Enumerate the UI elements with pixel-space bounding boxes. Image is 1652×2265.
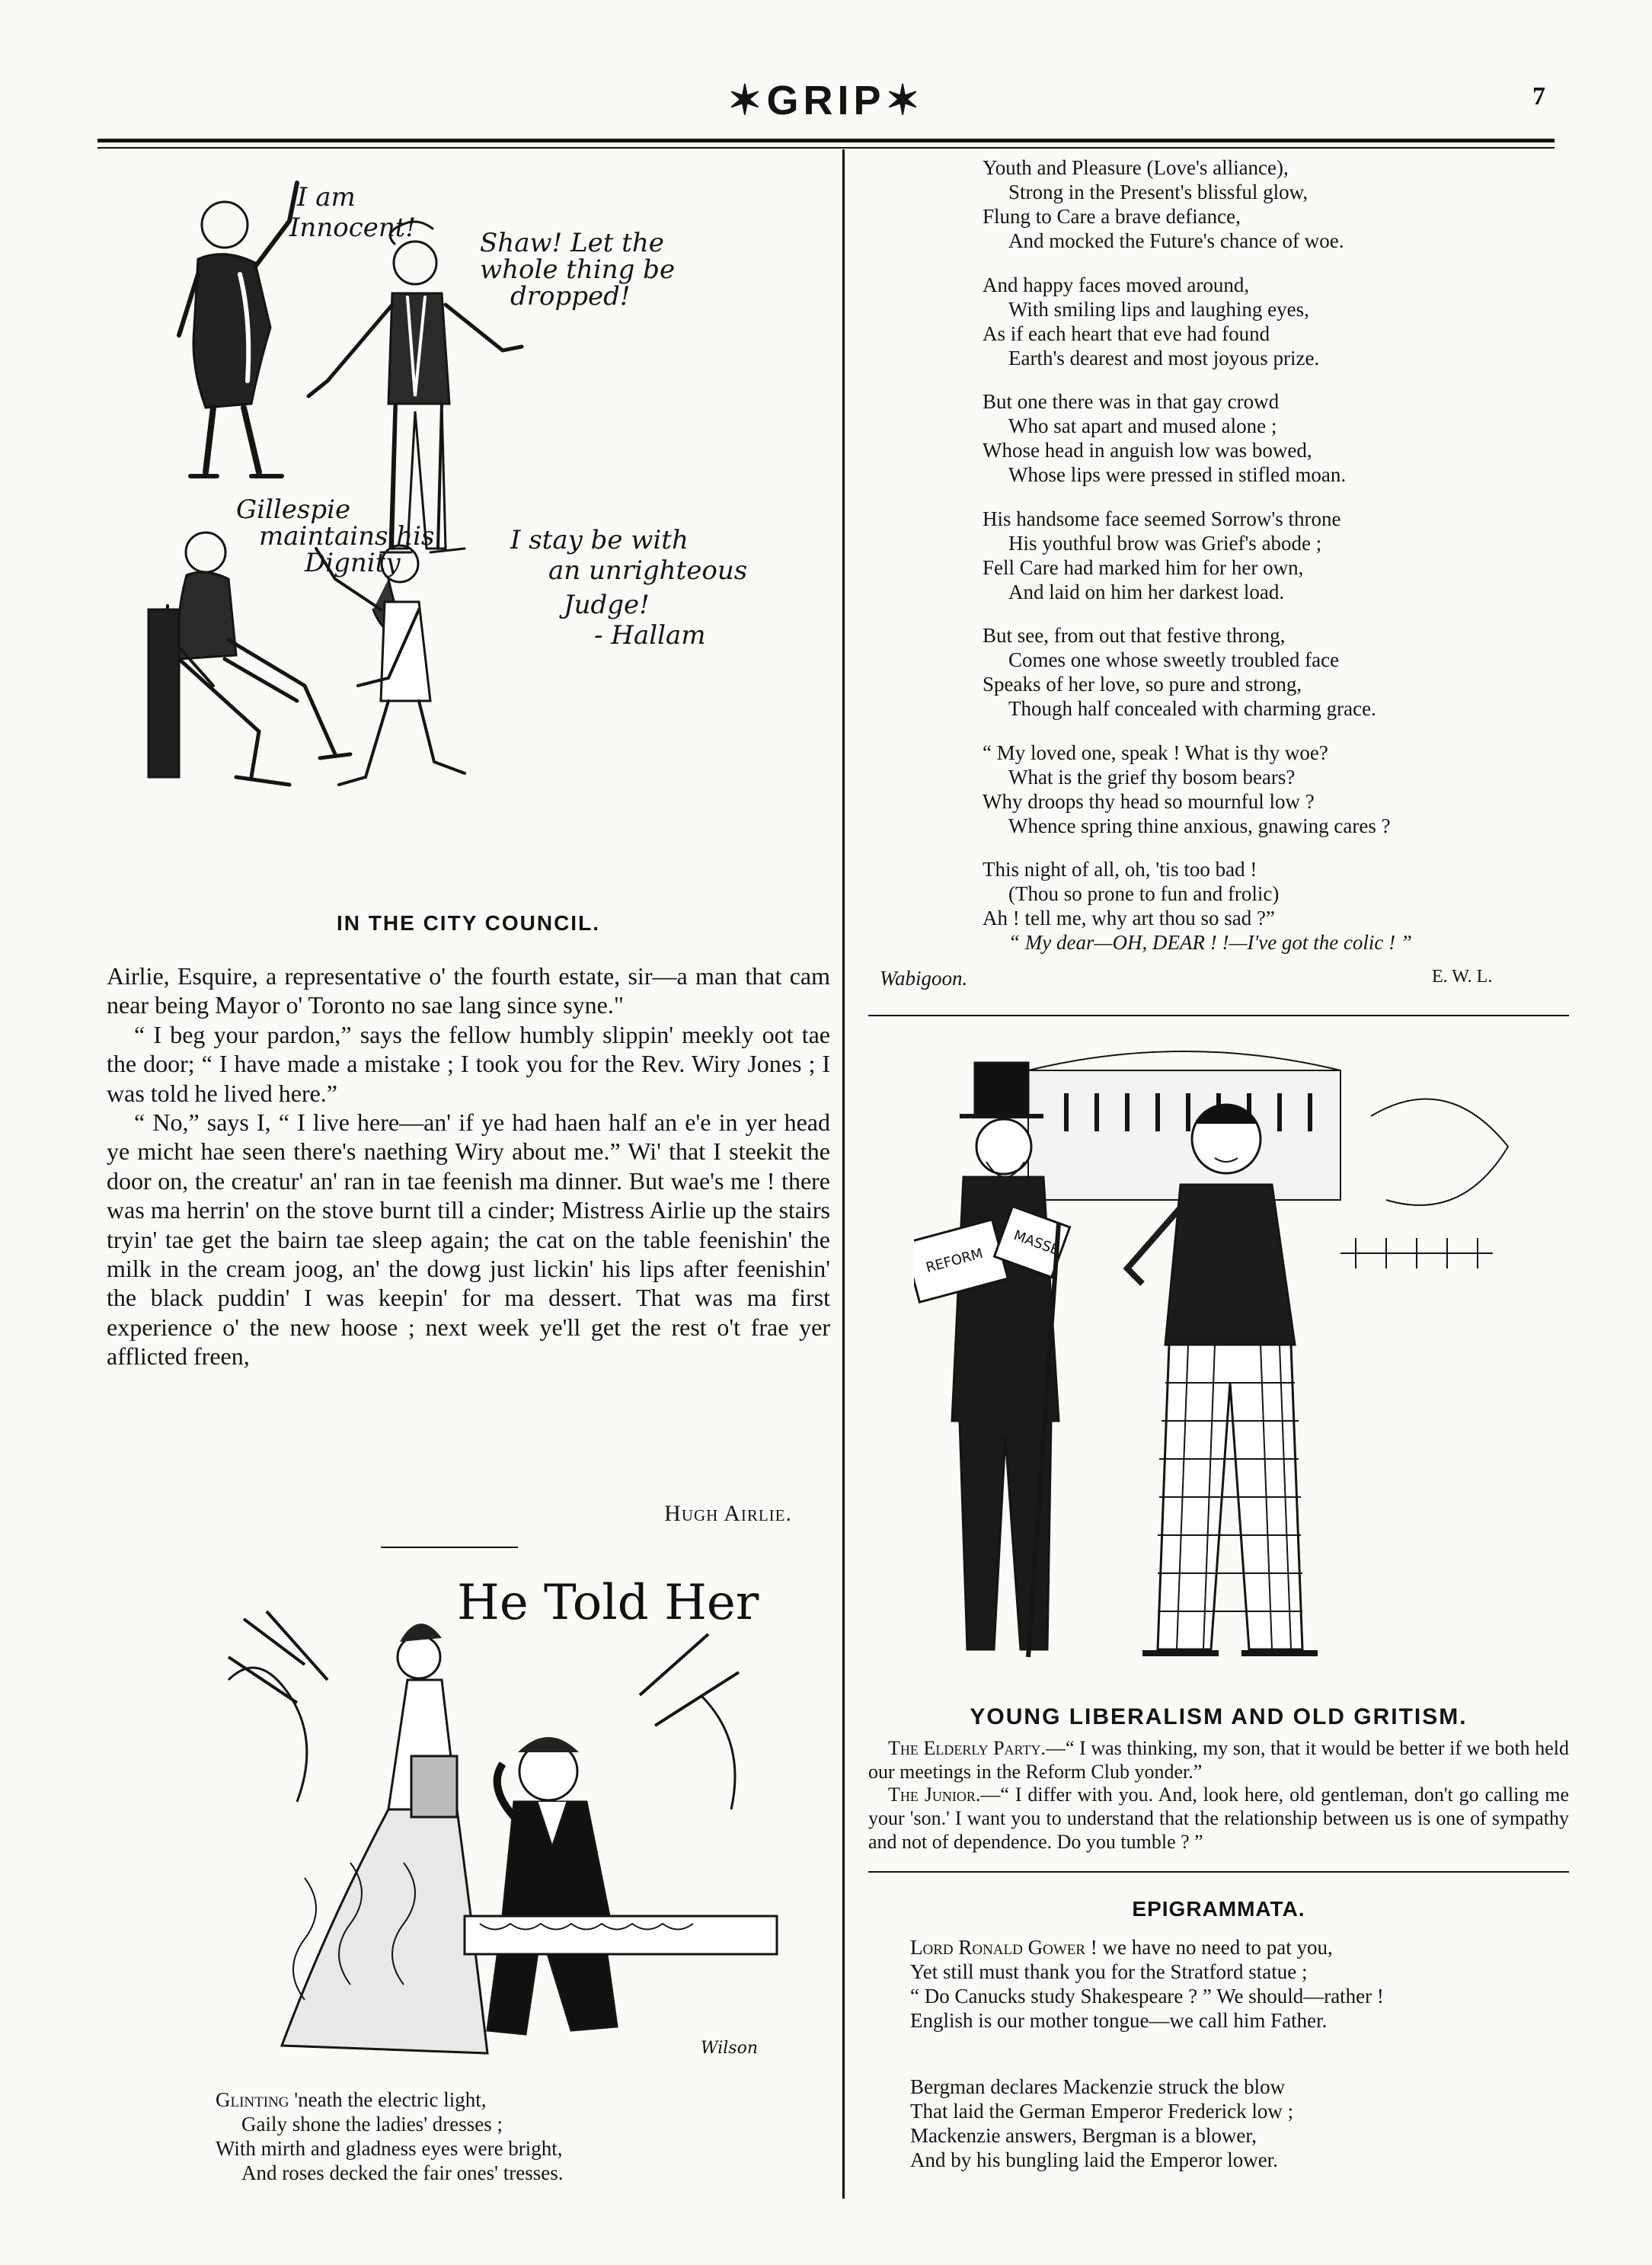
masse-label: MASSE xyxy=(1011,1227,1062,1259)
verse-line: Gaily shone the ladies' dresses ; xyxy=(241,2113,503,2136)
poem-stanza xyxy=(983,857,1561,955)
svg-text:Dignity: Dignity xyxy=(305,548,401,578)
story-paragraph: “ I beg your pardon,” says the fellow humbly slippin' meekly oot tae the door; “ I have made a mistake ; I took you for the Rev. Wiry Jones ; I was told he lived here.” xyxy=(107,1020,830,1107)
poem-place: Wabigoon. xyxy=(880,967,968,990)
figure-innocent xyxy=(179,183,297,476)
poem-line: This night of all, oh, 'tis too bad ! xyxy=(983,858,1257,881)
poem-line: And mocked the Future's chance of woe. xyxy=(1008,229,1344,253)
city-council-cartoon xyxy=(107,152,830,899)
poem-line: Whose lips were pressed in stifled moan. xyxy=(1008,463,1347,487)
svg-text:Innocent!: Innocent! xyxy=(289,213,417,243)
epigram-line: English is our mother tongue—we call him Father. xyxy=(910,2009,1328,2033)
epigram-line: And by his bungling laid the Emperor lower. xyxy=(910,2148,1278,2172)
poem-line: Flung to Care a brave defiance, xyxy=(983,205,1241,229)
poem-line: Speaks of her love, so pure and strong, xyxy=(983,673,1302,696)
epigram-line: “ Do Canucks study Shakespeare ? ” We should—rather ! xyxy=(910,1985,1384,2008)
poem-line: His youthful brow was Grief's abode ; xyxy=(1008,531,1322,555)
poem-line: But see, from out that festive throng, xyxy=(983,624,1286,647)
epigram-line: Mackenzie answers, Bergman is a blower, xyxy=(910,2124,1257,2148)
reform-label: REFORM xyxy=(924,1245,985,1277)
poem-stanza xyxy=(983,623,1561,721)
story-paragraph: Airlie, Esquire, a representative o' the fourth estate, sir—a man that cam near being Mayor o' Toronto no sae lang since syne." xyxy=(107,962,830,1019)
column-divider xyxy=(842,149,845,2199)
verse-line: With mirth and gladness eyes were bright, xyxy=(216,2137,563,2161)
svg-text:Shaw! Let the: Shaw! Let the xyxy=(480,228,664,258)
poem-line: His handsome face seemed Sorrow's throne xyxy=(983,507,1341,530)
poem-line: And laid on him her darkest load. xyxy=(1008,580,1285,603)
epigram-line: Lord Ronald Gower ! we have no need to pat you, xyxy=(910,1936,1333,1959)
poem-line: “ My dear—OH, DEAR ! !—I've got the colic ! ” xyxy=(1008,931,1412,955)
epigram-line: Bergman declares Mackenzie struck the blow xyxy=(910,2075,1286,2098)
poem-line: Comes one whose sweetly troubled face xyxy=(1008,648,1340,672)
poem-line: Who sat apart and mused alone ; xyxy=(1008,414,1277,438)
story-paragraph: “ No,” says I, “ I live here—an' if ye had haen half an e'e in yer head ye micht hae seen there's naething Wiry about me.” Wi' that I steekit the door on, the creatur' an' ran in tae feenish ma dinner. But wae's me ! there was ma herrin' on the stove burnt till a cinder; Mistress Airlie up the stairs tryin' tae get the bairn tae sleep again; the cat on the table feenishin' the milk in the cream joog, an' the dowg just lickin' his lips after feenishin' the black puddin' I was keepin' for ma dessert. That was ma first experience o' the new hoose ; next week ye'll get the rest o't frae yer afflicted freen, xyxy=(107,1108,830,1371)
epigrammata-title: EPIGRAMMATA. xyxy=(1132,1897,1305,1921)
poem-line: Ah ! tell me, why art thou so sad ?” xyxy=(983,907,1275,930)
poem-line: Earth's dearest and most joyous prize. xyxy=(1008,346,1320,370)
poem-line: Why droops thy head so mournful low ? xyxy=(983,789,1315,813)
poem-line: Fell Care had marked him for her own, xyxy=(983,555,1304,579)
poem xyxy=(983,155,1561,974)
svg-text:maintains his: maintains his xyxy=(259,521,435,552)
poem-initials: E. W. L. xyxy=(1432,967,1493,987)
young-liberalism-dialogue xyxy=(868,1737,1569,1854)
poem-line: Whence spring thine anxious, gnawing cares ? xyxy=(1008,814,1391,837)
verse-line: And roses decked the fair ones' tresses. xyxy=(241,2161,564,2185)
speech-innocent: I am xyxy=(297,182,356,213)
masthead-rule xyxy=(97,139,1555,149)
svg-text:Judge!: Judge! xyxy=(564,590,650,620)
dialogue-elderly: The Elderly Party.—“ I was thinking, my son, that it would be better if we both held our meetings in the Reform Club yonder.” xyxy=(868,1737,1570,1783)
young-liberalism-cartoon xyxy=(914,1025,1523,1695)
poem-line: Strong in the Present's blissful glow, xyxy=(1008,181,1308,204)
svg-text:dropped!: dropped! xyxy=(510,281,631,312)
poem-line: And happy faces moved around, xyxy=(983,273,1250,296)
poem-line: What is the grief thy bosom bears? xyxy=(1008,765,1296,789)
figure-hallam xyxy=(316,545,465,785)
poem-line: As if each heart that eve had found xyxy=(983,322,1270,345)
epigram-line: Yet still must thank you for the Stratford statue ; xyxy=(910,1960,1308,1984)
masthead-title: ✶GRIP✶ xyxy=(727,78,925,123)
epigram-line: That laid the German Emperor Frederick low ; xyxy=(910,2100,1294,2123)
poem-line: (Thou so prone to fun and frolic) xyxy=(1008,882,1280,906)
poem-stanza xyxy=(983,155,1561,254)
epigram-two xyxy=(910,2075,1565,2173)
svg-text:an unrighteous: an unrighteous xyxy=(548,555,748,586)
cartoon-title: He Told Her xyxy=(457,1575,759,1631)
section-rule xyxy=(868,1015,1569,1016)
poem-stanza xyxy=(983,389,1561,488)
svg-text:Gillespie: Gillespie xyxy=(236,494,351,525)
verse-line: Glinting 'neath the electric light, xyxy=(216,2088,487,2111)
poem-line: “ My loved one, speak ! What is thy woe? xyxy=(983,741,1328,764)
dialogue-junior: The Junior.—“ I differ with you. And, look here, old gentleman, don't go calling me your 'son.' I want you to understand that the relationship between us is one of sympathy and not of dependence. Do you tumble ? ” xyxy=(868,1784,1569,1853)
story-signature: Hugh Airlie. xyxy=(664,1501,792,1526)
poem-line: With smiling lips and laughing eyes, xyxy=(1008,297,1309,321)
poem-stanza xyxy=(983,273,1561,371)
poem-line: Youth and Pleasure (Love's alliance), xyxy=(983,156,1289,179)
epigram-one xyxy=(910,1935,1565,2033)
poem-line: Though half concealed with charming grace. xyxy=(1008,697,1376,721)
poem-line: Whose head in anguish low was bowed, xyxy=(983,439,1312,462)
poem-stanza xyxy=(983,507,1561,605)
svg-text:whole thing be: whole thing be xyxy=(480,254,676,285)
svg-text:I stay be with: I stay be with xyxy=(510,525,689,555)
svg-text:- Hallam: - Hallam xyxy=(594,620,706,651)
he-told-her-cartoon xyxy=(213,1558,792,2076)
poem-line: But one there was in that gay crowd xyxy=(983,390,1280,413)
artist-signature: Wilson xyxy=(701,2039,759,2058)
story-body xyxy=(107,961,830,1371)
young-liberalism-caption: YOUNG LIBERALISM AND OLD GRITISM. xyxy=(970,1704,1468,1729)
city-council-caption: IN THE CITY COUNCIL. xyxy=(337,911,600,935)
section-rule xyxy=(381,1547,518,1548)
page-number: 7 xyxy=(1532,82,1545,110)
he-told-her-verse xyxy=(216,2087,825,2186)
poem-stanza xyxy=(983,741,1561,839)
section-rule xyxy=(868,1871,1569,1873)
